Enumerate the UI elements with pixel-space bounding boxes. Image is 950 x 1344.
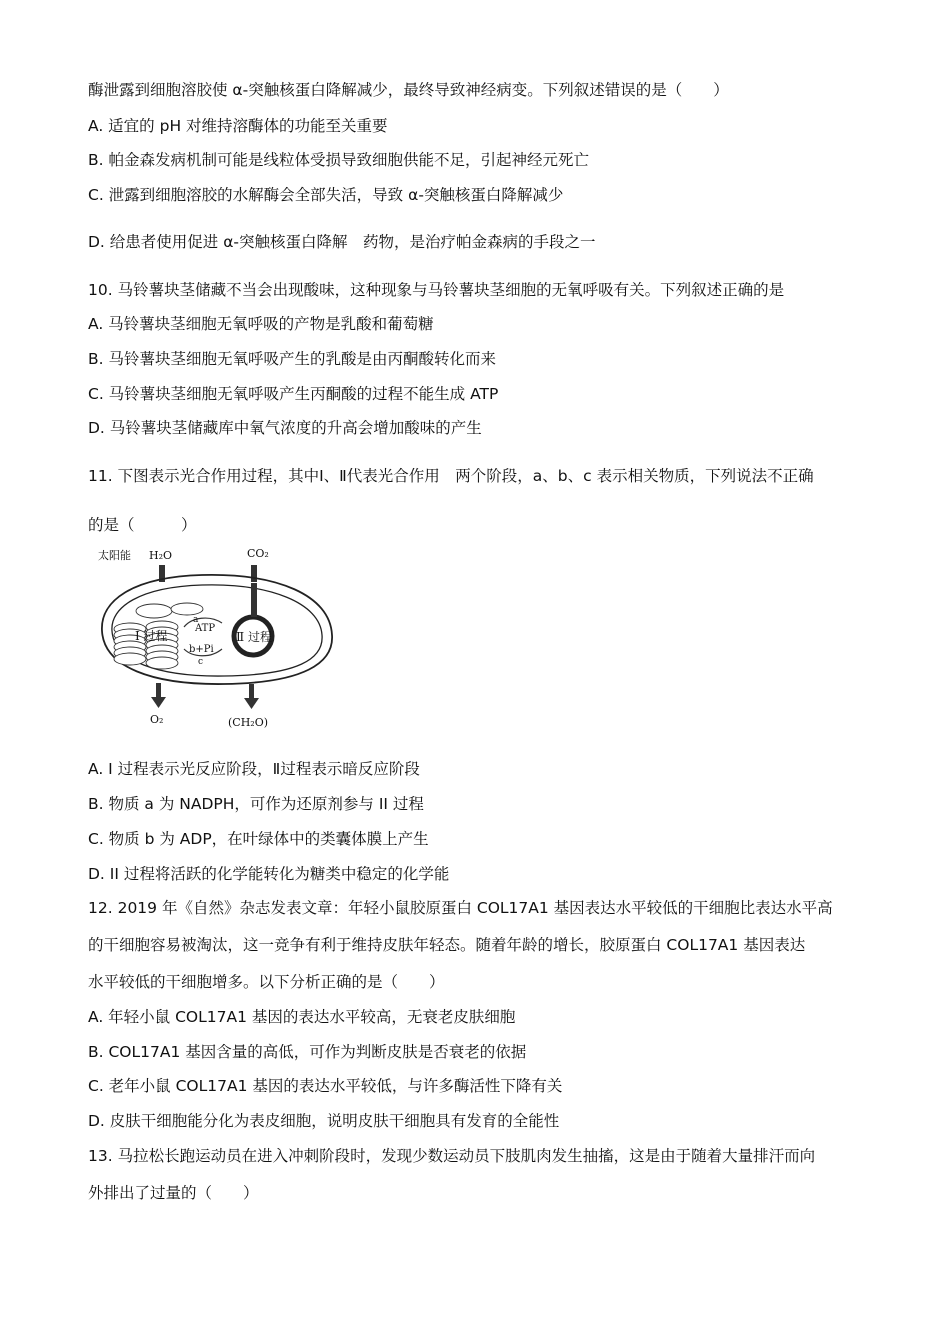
co2-label: CO₂ [247, 547, 269, 560]
q9-stem-tail: 酶泄露到细胞溶胶使 α-突触核蛋白降解减少，最终导致神经病变。下列叙述错误的是（ ） [88, 81, 729, 99]
sun-label: 太阳能 [98, 549, 131, 562]
h2o-label: H₂O [149, 549, 173, 562]
ch2o-output-arrowhead [244, 698, 259, 709]
q10-option-b: B. 马铃薯块茎细胞无氧呼吸产生的乳酸是由丙酮酸转化而来 [88, 350, 496, 368]
o2-output-arrowhead [151, 697, 166, 708]
co2-input-bar [251, 565, 257, 582]
q11-option-c: C. 物质 b 为 ADP，在叶绿体中的类囊体膜上产生 [88, 830, 429, 848]
c-label: c [198, 657, 204, 667]
q12-stem-line2: 的干细胞容易被淘汰，这一竞争有利于维持皮肤年轻态。随着年龄的增长，胶原蛋白 COL17A1 基因表达 [88, 936, 806, 954]
q9-option-b: B. 帕金森发病机制可能是线粒体受损导致细胞供能不足，引起神经元死亡 [88, 151, 589, 169]
chloroplast-diagram [92, 543, 342, 733]
q11-option-d: D. II 过程将活跃的化学能转化为糖类中稳定的化学能 [88, 865, 450, 883]
stage1-label: Ⅰ 过程 [135, 629, 168, 643]
q12-stem-line1: 12. 2019 年《自然》杂志发表文章：年轻小鼠胶原蛋白 COL17A1 基因表达水平较低的干细胞比表达水平高 [88, 899, 833, 917]
q9-option-a: A. 适宜的 pH 对维持溶酶体的功能至关重要 [88, 117, 388, 135]
co2-entry-bar [251, 583, 257, 617]
q11-stem-line1: 11. 下图表示光合作用过程，其中Ⅰ、Ⅱ代表光合作用 两个阶段，a、b、c 表示相关物质，下列说法不正确 [88, 467, 814, 485]
q11-stem-line2: 的是（ ） [88, 516, 197, 534]
q12-option-d: D. 皮肤干细胞能分化为表皮细胞，说明皮肤干细胞具有发育的全能性 [88, 1112, 560, 1130]
ch2o-output-shaft [249, 684, 254, 700]
q9-option-d: D. 给患者使用促进 α-突触核蛋白降解 药物，是治疗帕金森病的手段之一 [88, 233, 596, 251]
ch2o-label: (CH₂O) [228, 716, 269, 729]
stage2-label: Ⅱ 过程 [236, 630, 272, 644]
q12-option-b: B. COL17A1 基因含量的高低，可作为判断皮肤是否衰老的依据 [88, 1043, 527, 1061]
q12-option-a: A. 年轻小鼠 COL17A1 基因的表达水平较高，无衰老皮肤细胞 [88, 1008, 516, 1026]
q11-option-a: A. I 过程表示光反应阶段，Ⅱ过程表示暗反应阶段 [88, 760, 420, 778]
q13-stem-line2: 外排出了过量的（ ） [88, 1184, 259, 1202]
q12-option-c: C. 老年小鼠 COL17A1 基因的表达水平较低，与许多酶活性下降有关 [88, 1077, 563, 1095]
a-label: a [193, 615, 199, 625]
q12-stem-line3: 水平较低的干细胞增多。以下分析正确的是（ ） [88, 973, 445, 991]
q10-option-c: C. 马铃薯块茎细胞无氧呼吸产生丙酮酸的过程不能生成 ATP [88, 385, 499, 403]
q13-stem-line1: 13. 马拉松长跑运动员在进入冲刺阶段时，发现少数运动员下肢肌肉发生抽搐，这是由于随着大量排汗而向 [88, 1147, 816, 1165]
o2-output-shaft [156, 683, 161, 699]
q9-option-c: C. 泄露到细胞溶胶的水解酶会全部失活，导致 α-突触核蛋白降解减少 [88, 186, 564, 204]
q10-option-a: A. 马铃薯块茎细胞无氧呼吸的产物是乳酸和葡萄糖 [88, 315, 434, 333]
atp-label: ATP [195, 623, 216, 634]
bpi-label: b+Pi [189, 644, 214, 655]
o2-label: O₂ [150, 713, 164, 726]
q10-option-d: D. 马铃薯块茎储藏库中氧气浓度的升高会增加酸味的产生 [88, 419, 482, 437]
q11-option-b: B. 物质 a 为 NADPH，可作为还原剂参与 II 过程 [88, 795, 424, 813]
q10-stem: 10. 马铃薯块茎储藏不当会出现酸味，这种现象与马铃薯块茎细胞的无氧呼吸有关。下列叙述正确的是 [88, 281, 785, 299]
